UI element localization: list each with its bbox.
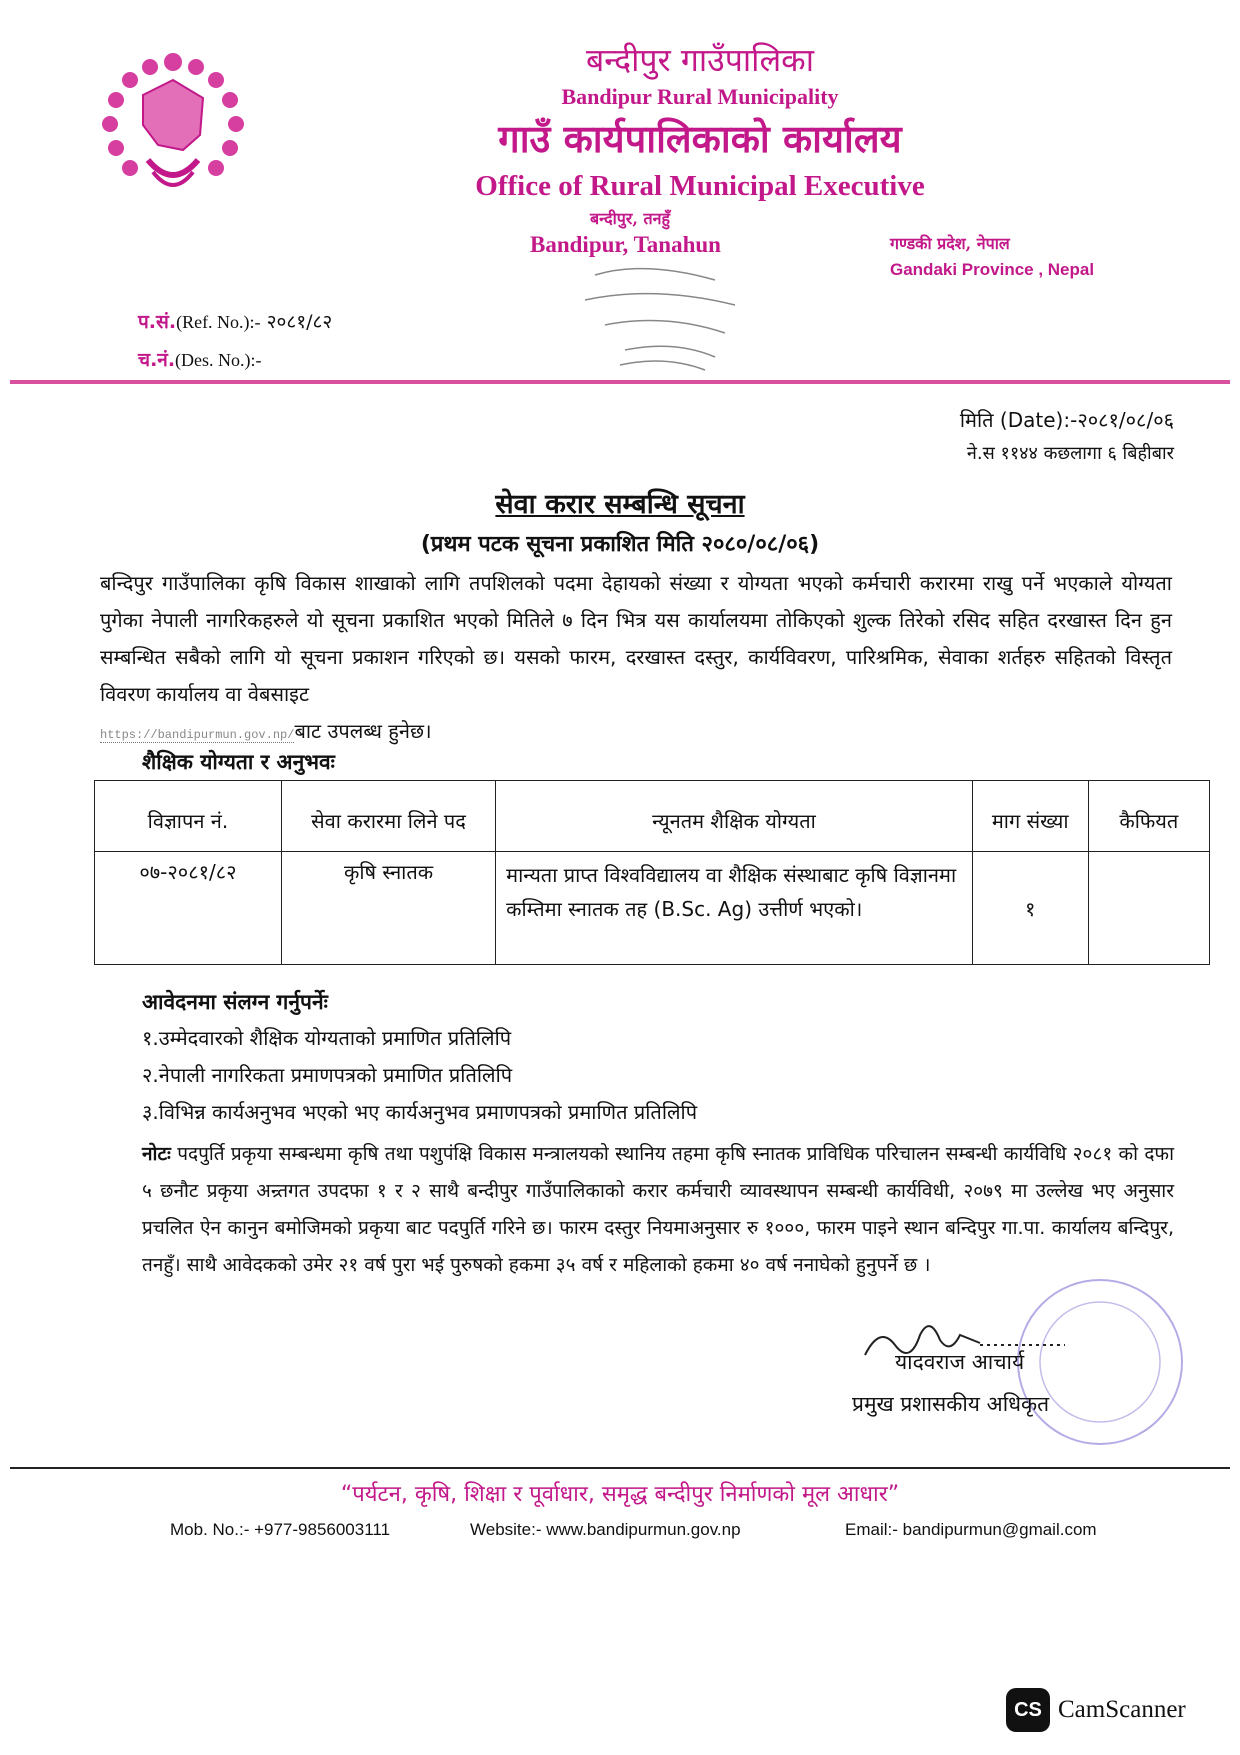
camscanner-logo-icon: CS [1006, 1688, 1050, 1732]
des-label-en: (Des. No.):- [175, 350, 262, 370]
ref-value: २०८१/८२ [266, 311, 333, 333]
vacancy-table [94, 780, 1210, 965]
municipality-logo [88, 40, 258, 210]
camscanner-watermark: CamScanner [1058, 1696, 1186, 1723]
official-seal [1000, 1272, 1200, 1452]
attachment-item: २.नेपाली नागरिकता प्रमाणपत्रको प्रमाणित प्रतिलिपि [142, 1063, 513, 1087]
col-header-qualification: न्यूनतम शैक्षिक योग्यता [496, 781, 973, 852]
note-text: पदपुर्ति प्रकृया सम्बन्धमा कृषि तथा पशुपंक्षि विकास मन्त्रालयको स्थानिय तहमा कृषि स्नातक प्राविधिक परिचालन सम्बन्धी कार्यविधि २०८१ को दफा ५ छनौट प्रकृया अन्र्तगत उपदफा १ र २ साथै बन्दीपुर गाउँपालिकाको करार कर्मचारी व्यावस्थापन सम्बन्धी कार्यविधी, २०७९ मा उल्लेख भए अनुसार प्रचलित ऐन कानुन बमोजिमको प्रकृया बाट पदपुर्ति गरिने छ। फारम दस्तुर नियमाअनुसार रु १०००, फारम पाइने स्थान बन्दिपुर गा.पा. कार्यालय बन्दिपुर, तनहुँ। साथै आवेदकको उमेर २१ वर्ष पुरा भई पुरुषको हकमा ३५ वर्ष र महिलाको हकमा ४० वर्ष ननाघेको हुनुपर्ने छ । [142, 1143, 1174, 1276]
office-name-np: गाउँ कार्यपालिकाको कार्यालय [498, 116, 902, 161]
table-row [95, 852, 1210, 965]
address-en: Bandipur, Tanahun [530, 232, 721, 257]
municipality-name-en: Bandipur Rural Municipality [561, 84, 839, 109]
cell-qualification: मान्यता प्राप्त विश्वविद्यालय वा शैक्षिक संस्थाबाट कृषि विज्ञानमा कम्तिमा स्नातक तह (B.Sc. Ag) उत्तीर्ण भएको। [496, 852, 973, 965]
date-label: मिति (Date):- [959, 408, 1078, 432]
footer-mobile: Mob. No.:- +977-9856003111 [170, 1520, 391, 1539]
municipality-name-np: बन्दीपुर गाउँपालिका [585, 41, 815, 79]
website-link[interactable]: https://bandipurmun.gov.np/ [100, 728, 295, 742]
col-header-ad-no: विज्ञापन नं. [95, 781, 282, 852]
table-header-row [95, 781, 1210, 852]
despatch-number [138, 346, 262, 372]
notice-body [100, 565, 1172, 754]
note-label: नोटः [142, 1143, 171, 1165]
note-paragraph [142, 1136, 1174, 1284]
col-header-demand: माग संख्या [972, 781, 1088, 852]
notice-subtitle: (प्रथम पटक सूचना प्रकाशित मिति २०८०/०८/०६) [420, 532, 820, 557]
des-label: च.नं. [138, 349, 176, 371]
notice-body-text: बन्दिपुर गाउँपालिका कृषि विकास शाखाको लागि तपशिलको पदमा देहायको संख्या र योग्यता भएको कर्मचारी करारमा राखु पर्ने भएकाले योग्यता पुगेका नेपाली नागरिकहरुले यो सूचना प्रकाशित भएको मितिले ७ दिन भित्र यस कार्यालयमा तोकिएको शुल्क तिरेको रसिद सहित दरखास्त दिन हुन सम्बन्धित सबैको लागि यो सूचना प्रकाशन गरिएको छ। यसको फारम, दरखास्त दस्तुर, कार्यविवरण, पारिश्रमिक, सेवाका शर्तहरु सहितको विस्तृत विवरण कार्यालय वा वेबसाइट [100, 571, 1172, 706]
footer-motto: “पर्यटन, कृषि, शिक्षा र पूर्वाधार, समृद्ध बन्दीपुर निर्माणको मूल आधार” [340, 1482, 900, 1507]
footer-divider [10, 1467, 1230, 1469]
attachment-item: १.उम्मेदवारको शैक्षिक योग्यताको प्रमाणित प्रतिलिपि [142, 1026, 512, 1050]
cell-ad-no: ०७-२०८१/८२ [95, 852, 282, 965]
office-stamp [565, 255, 775, 375]
province-np: गण्डकी प्रदेश, नेपाल [890, 234, 1010, 253]
cell-remarks [1088, 852, 1209, 965]
reference-number [138, 308, 332, 334]
province-en: Gandaki Province , Nepal [890, 260, 1095, 279]
col-header-post: सेवा करारमा लिने पद [281, 781, 495, 852]
date-line [960, 406, 1174, 433]
address-np: बन्दीपुर, तनहुँ [590, 209, 670, 228]
date-value: २०८१/०८/०६ [1077, 408, 1174, 432]
attachments-heading: आवेदनमा संलग्न गर्नुपर्नेः [142, 990, 328, 1014]
nepal-sambat-date: ने.स ११४४ कछलागा ६ बिहीबार [966, 443, 1174, 464]
signatory-title: प्रमुख प्रशासकीय अधिकृत [852, 1392, 1050, 1416]
header-divider [10, 380, 1230, 384]
footer-email[interactable]: Email:- bandipurmun@gmail.com [845, 1520, 1097, 1539]
notice-body-end: बाट उपलब्ध हुनेछ। [294, 719, 432, 743]
ref-label-en: (Ref. No.):- [176, 312, 261, 332]
footer-website[interactable]: Website:- www.bandipurmun.gov.np [470, 1520, 741, 1539]
attachment-item: ३.विभिन्न कार्यअनुभव भएको भए कार्यअनुभव प्रमाणपत्रको प्रमाणित प्रतिलिपि [142, 1100, 698, 1124]
signatory-name: यादवराज आचार्य [895, 1350, 1025, 1374]
qualification-heading: शैक्षिक योग्यता र अनुभवः [142, 750, 335, 774]
office-name-en: Office of Rural Municipal Executive [475, 170, 925, 202]
cell-demand: १ [972, 852, 1088, 965]
notice-title: सेवा करार सम्बन्धि सूचना [495, 489, 745, 520]
cell-post: कृषि स्नातक [281, 852, 495, 965]
ref-label: प.सं. [138, 311, 177, 333]
col-header-remarks: कैफियत [1088, 781, 1209, 852]
